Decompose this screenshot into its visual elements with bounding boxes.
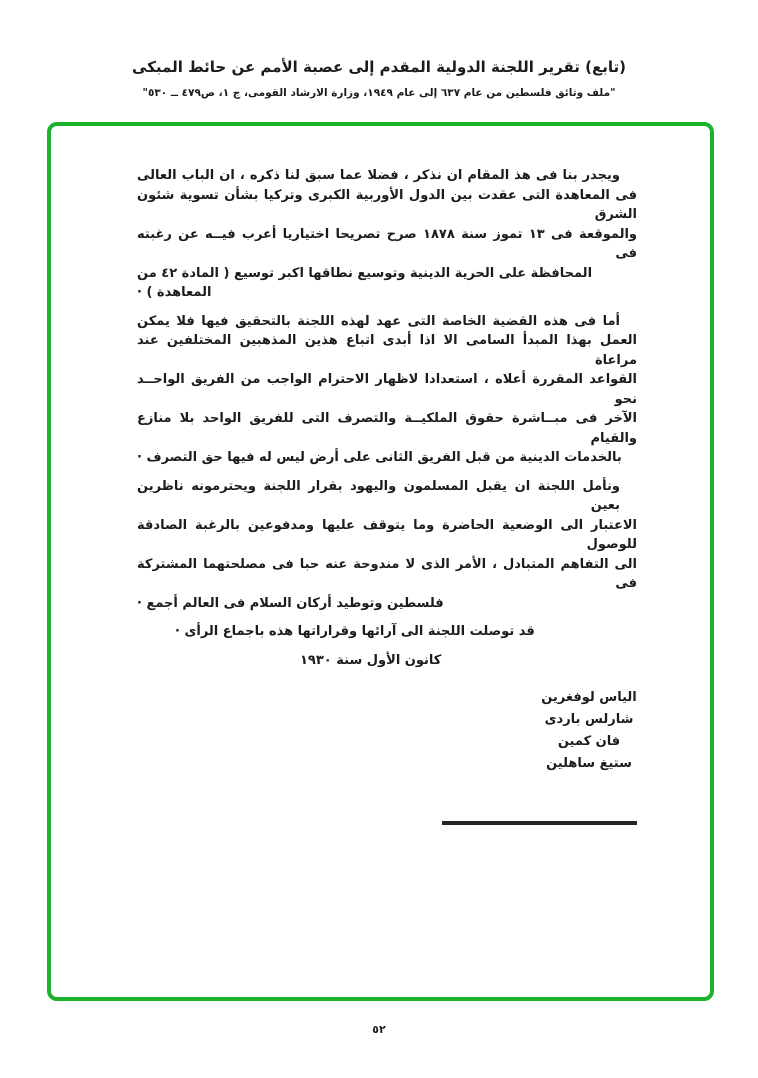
paragraph-4 bbox=[137, 622, 637, 642]
text-line: بالخدمات الدينية من قبل الفريق الثانى على أرض ليس له فيها حق التصرف · bbox=[137, 450, 622, 465]
signature-name: ستيغ ساهلين bbox=[546, 756, 632, 771]
signature-name: شارلس باردى bbox=[544, 712, 634, 727]
signatures-block bbox=[541, 687, 637, 775]
text-line: والموقعة فى ١٣ تموز سنة ١٨٧٨ صرح تصريحا اختياريا أعرب فيــه عن رغبته فى bbox=[137, 226, 637, 261]
document-title: (تابع) تقرير اللجنة الدولية المقدم إلى عصبة الأمم عن حائط المبكى bbox=[132, 58, 626, 76]
text-line: الى التفاهم المتبادل ، الأمر الذى لا مندوحة عنه حبا فى مصلحتهما المشتركة فى bbox=[137, 556, 637, 591]
text-line: فلسطين وتوطيد أركان السلام فى العالم أجمع · bbox=[137, 595, 444, 611]
paragraph-2 bbox=[137, 312, 637, 468]
text-line: القواعد المقررة أعلاه ، استعدادا لاظهار الاحترام الواجب من الفريق الواحــد نحو bbox=[137, 372, 637, 407]
document-body bbox=[137, 166, 637, 825]
paragraph-3 bbox=[137, 477, 637, 614]
text-line: المحافظة على الحرية الدينية وتوسيع نطاقها اكبر توسيع ( المادة ٤٢ من المعاهدة ) · bbox=[137, 265, 593, 300]
page-number: ٥٢ bbox=[372, 1023, 386, 1036]
text-line: الاعتبار الى الوضعية الحاضرة وما يتوقف عليها ومدفوعين بالرغبة الصادقة للوصول bbox=[137, 517, 637, 552]
signature-name: فان كمين bbox=[557, 734, 621, 749]
paragraph-1 bbox=[137, 166, 637, 303]
text-line: أما فى هذه القضية الخاصة التى عهد لهذه اللجنة بالتحقيق فيها فلا يمكن bbox=[137, 313, 620, 329]
text-line: ونأمل اللجنة ان يقبل المسلمون واليهود بقرار اللجنة ويحترمونه ناظرين بعين bbox=[137, 478, 620, 513]
text-line: الآخر فى مبــاشرة حقوق الملكيــة والتصرف التى للفريق الواحد بلا منازع والقيام bbox=[137, 411, 637, 446]
text-line: فى المعاهدة التى عقدت بين الدول الأوربية الكبرى وتركيا بشأن تسوية شئون الشرق bbox=[137, 187, 637, 222]
date-line: كانون الأول سنة ١٩٣٠ bbox=[300, 652, 442, 668]
signature-name: الياس لوفغرين bbox=[541, 690, 637, 705]
text-line: العمل بهذا المبدأ السامى الا اذا أبدى اتباع هذين المذهبين المختلفين عند مراعاة bbox=[137, 333, 637, 368]
text-line: قد توصلت اللجنة الى آرائها وقراراتها هذه باجماع الرأى · bbox=[175, 624, 535, 639]
signature-divider bbox=[442, 821, 637, 825]
document-source-citation: "ملف وثائق فلسطين من عام ٦٣٧ إلى عام ١٩٤٩، وزارة الارشاد القومى، ج ١، ص٤٧٩ ــ ٥٣٠" bbox=[142, 87, 616, 99]
document-frame bbox=[47, 122, 714, 1001]
text-line: ويجدر بنا فى هذ المقام ان نذكر ، فضلا عما سبق لنا ذكره ، ان الباب العالى bbox=[137, 168, 620, 183]
